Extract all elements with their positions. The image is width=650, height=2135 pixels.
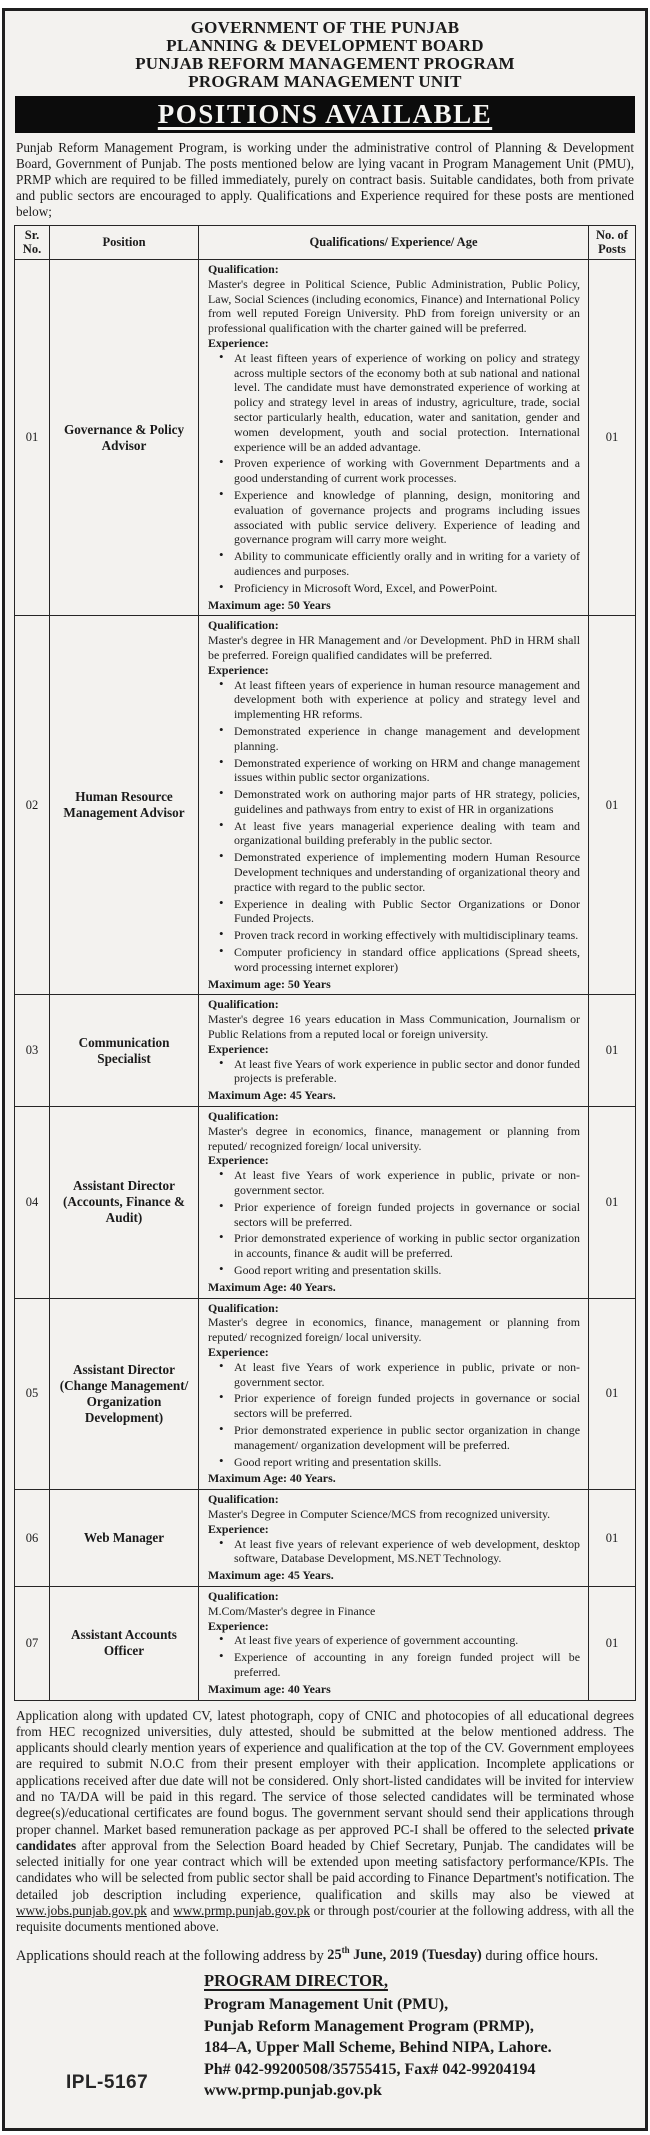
experience-bullet: • Experience of accounting in any foreign funded project will be preferred. <box>217 1650 580 1680</box>
footer-bottom <box>14 1970 636 2120</box>
address-line: 184–A, Upper Mall Scheme, Behind NIPA, Lahore. <box>204 2039 552 2057</box>
experience-bullet: • At least five Years of work experience in public, private or non-government sector. <box>217 1168 580 1198</box>
experience-label: Experience: <box>208 1344 269 1359</box>
experience-bullet-list <box>208 1057 580 1087</box>
max-age-text: Maximum age: 40 Years <box>208 1681 331 1696</box>
experience-bullet-list <box>208 1360 580 1470</box>
experience-bullet: • At least five years of experience of government accounting. <box>217 1633 580 1648</box>
experience-bullet-list <box>208 1168 580 1278</box>
qualification-label: Qualification: <box>208 1588 279 1603</box>
row-qualifications-cell <box>199 616 589 995</box>
experience-bullet: • Prior experience of foreign funded projects in governance or social sectors will be preferred. <box>217 1391 580 1421</box>
org-name-board: PLANNING & DEVELOPMENT BOARD <box>166 36 484 55</box>
row-posts-count: 01 <box>589 1586 636 1700</box>
qualification-text: M.Com/Master's degree in Finance <box>208 1603 376 1618</box>
experience-bullet: • At least fifteen years of experience in human resource management and development both with experience at policy and strategy level and implementing HR reforms. <box>217 678 580 722</box>
ipl-reference-number: IPL-5167 <box>66 2072 149 2094</box>
col-header-qualifications: Qualifications/ Experience/ Age <box>199 226 589 260</box>
row-serial-number: 04 <box>15 1107 50 1299</box>
row-position-title: Assistant Director (Change Management/ Organization Development) <box>50 1298 199 1490</box>
row-qualifications-cell <box>199 995 589 1107</box>
row-posts-count: 01 <box>589 260 636 616</box>
positions-table <box>14 225 636 1701</box>
experience-bullet: • Demonstrated experience of working on HRM and change management issues within public sector organizations. <box>217 756 580 786</box>
ad-frame <box>2 8 648 2131</box>
row-posts-count: 01 <box>589 1107 636 1299</box>
experience-bullet: • Demonstrated work on authoring major parts of HR strategy, policies, guidelines and pathways from entry to exist of HR in organizations <box>217 787 580 817</box>
row-qualifications-cell <box>199 1490 589 1587</box>
row-position-title: Web Manager <box>50 1490 199 1587</box>
experience-bullet: • At least five Years of work experience in public, private or non-government sector. <box>217 1360 580 1390</box>
address-line: Ph# 042-99200508/35755415, Fax# 042-99204194 <box>204 2060 536 2078</box>
row-serial-number: 06 <box>15 1490 50 1587</box>
experience-bullet: • Experience and knowledge of planning, design, monitoring and evaluation of governance projects and programs including issues associated with public service delivery. Experience of leading and governance program will carry more weight. <box>217 488 580 547</box>
deadline-ordinal: th <box>341 1945 350 1956</box>
address-line: www.prmp.punjab.gov.pk <box>204 2082 382 2100</box>
address-line: Program Management Unit (PMU), <box>204 1996 449 2014</box>
row-serial-number: 03 <box>15 995 50 1107</box>
row-position-title: Assistant Director (Accounts, Finance & Audit) <box>50 1107 199 1299</box>
row-qualifications-cell <box>199 1586 589 1700</box>
org-name-program: PUNJAB REFORM MANAGEMENT PROGRAM <box>135 54 515 73</box>
experience-label: Experience: <box>208 1153 269 1168</box>
positions-table-body <box>15 260 636 1701</box>
row-posts-count: 01 <box>589 616 636 995</box>
experience-bullet: • Ability to communicate efficiently orally and in writing for a variety of audiences and purposes. <box>217 549 580 579</box>
experience-bullet-list <box>208 1633 580 1679</box>
qualification-text: Master's degree in economics, finance, management or planning from reputed/ recognized foreign/ local university. <box>208 1123 580 1153</box>
row-qualifications-cell <box>199 1107 589 1299</box>
qualification-label: Qualification: <box>208 1300 279 1315</box>
max-age-text: Maximum age: 50 Years <box>208 597 331 612</box>
experience-label: Experience: <box>208 662 269 677</box>
col-header-sr-no: Sr. No. <box>15 226 50 260</box>
row-posts-count: 01 <box>589 1490 636 1587</box>
max-age-text: Maximum Age: 45 Years. <box>208 1088 336 1103</box>
deadline-date: 25th June, 2019 (Tuesday) <box>327 1945 482 1964</box>
position-row <box>15 1586 636 1700</box>
program-director-title: PROGRAM DIRECTOR, <box>204 1971 388 1991</box>
experience-label: Experience: <box>208 1618 269 1633</box>
terms-text-2: after approval from the Selection Board headed by Chief Secretary, Punjab. The candidates will be selected initially for one year contract which will be extended upon meeting satisfactory performance/KPIs. The candidates who will be selected from public sector shall be paid according to Finance Department's notification. The detailed job description including experience, qualification and skills may also be viewed at <box>16 1837 634 1902</box>
ad-header <box>14 16 636 133</box>
qualification-label: Qualification: <box>208 1492 279 1507</box>
experience-bullet: • Prior demonstrated experience of working in public sector organization in accounts, finance & audit will be preferred. <box>217 1231 580 1261</box>
row-position-title: Assistant Accounts Officer <box>50 1586 199 1700</box>
position-row <box>15 260 636 616</box>
prmp-punjab-link[interactable]: www.prmp.punjab.gov.pk <box>173 1903 310 1919</box>
position-row <box>15 995 636 1107</box>
address-lines <box>204 1994 636 2102</box>
col-header-position: Position <box>50 226 199 260</box>
deadline-prefix: Applications should reach at the following address by <box>16 1947 328 1964</box>
row-serial-number: 01 <box>15 260 50 616</box>
experience-bullet: • Proven experience of working with Government Departments and a good understanding of current work processes. <box>217 456 580 486</box>
experience-bullet: • At least fifteen years of experience of working on policy and strategy across multiple sectors of the economy both at sub national and national level. The candidate must have demonstrated experience of working at policy and strategy level in areas of industry, agriculture, trade, social sector particularly health, education, water and sanitation, gender and women development, youth and social protection. International experience will be an added advantage. <box>217 351 580 455</box>
experience-bullet: • Prior experience of foreign funded projects in governance or social sectors will be preferred. <box>217 1200 580 1230</box>
max-age-text: Maximum Age: 40 Years. <box>208 1279 336 1294</box>
experience-bullet: • Prior demonstrated experience in public sector organization in change management/ organization development will be preferred. <box>217 1423 580 1453</box>
experience-bullet-list <box>208 351 580 596</box>
qualification-text: Master's Degree in Computer Science/MCS from recognized university. <box>208 1506 551 1521</box>
positions-available-banner <box>15 96 635 133</box>
row-position-title: Governance & Policy Advisor <box>50 260 199 616</box>
positions-table-header <box>15 226 636 260</box>
row-serial-number: 07 <box>15 1586 50 1700</box>
org-name-government: GOVERNMENT OF THE PUNJAB <box>190 18 460 37</box>
intro-paragraph: Punjab Reform Management Program, is working under the administrative control of Planning & Development Board, Government of Punjab. The posts mentioned below are lying vacant in Program Management Unit (PMU), PRMP which are required to be filled immediately, purely on contract basis. Suitable candidates, both from private and public sectors are encouraged to apply. Qualifications and Experience required for these posts are mentioned below; <box>16 140 634 219</box>
row-position-title: Communication Specialist <box>50 995 199 1107</box>
qualification-label: Qualification: <box>208 262 279 276</box>
application-terms-paragraph <box>16 1708 634 1936</box>
deadline-line <box>16 1942 634 1965</box>
terms-text-3: or through post/courier at the following address, with all the requisite documents mentioned above. <box>16 1903 634 1935</box>
experience-label: Experience: <box>208 1521 269 1536</box>
experience-bullet: • Proven track record in working effectively with multidisciplinary teams. <box>217 928 580 943</box>
position-row <box>15 616 636 995</box>
experience-bullet: • At least five years managerial experience dealing with team and organizational building preferably in the public sector. <box>217 819 580 849</box>
max-age-text: Maximum age: 45 Years. <box>208 1568 334 1583</box>
experience-bullet-list <box>208 678 580 975</box>
position-row <box>15 1298 636 1490</box>
experience-bullet: • At least five Years of work experience in public sector and donor funded projects is preferable. <box>217 1057 580 1087</box>
experience-bullet: • Good report writing and presentation skills. <box>217 1455 580 1470</box>
address-line: Punjab Reform Management Program (PRMP), <box>204 2017 534 2035</box>
col-header-posts: No. of Posts <box>589 226 636 260</box>
qualification-text: Master's degree in HR Management and /or Development. PhD in HRM shall be preferred. Foreign qualified candidates will be preferred. <box>208 633 580 662</box>
qualification-label: Qualification: <box>208 1109 279 1124</box>
header-row <box>15 226 636 260</box>
jobs-punjab-link[interactable]: www.jobs.punjab.gov.pk <box>16 1903 147 1919</box>
position-row <box>15 1107 636 1299</box>
experience-bullet: • Computer proficiency in standard office applications (Spread sheets, word processing internet explorer) <box>217 945 580 975</box>
max-age-text: Maximum age: 50 Years <box>208 976 331 991</box>
deadline-suffix: during office hours. <box>481 1947 599 1964</box>
qualification-label: Qualification: <box>208 997 279 1012</box>
max-age-text: Maximum Age: 40 Years. <box>208 1471 336 1486</box>
experience-bullet: • Experience in dealing with Public Sector Organizations or Donor Funded Projects. <box>217 897 580 927</box>
contact-address-block <box>204 1970 636 2102</box>
terms-bold-private-candidates: private candidates <box>16 1821 634 1853</box>
row-position-title: Human Resource Management Advisor <box>50 616 199 995</box>
qualification-text: Master's degree 16 years education in Mass Communication, Journalism or Public Relations from a reputed local or foreign university. <box>208 1012 580 1042</box>
terms-and-text: and <box>146 1903 174 1919</box>
qualification-label: Qualification: <box>208 618 279 633</box>
qualification-text: Master's degree in Political Science, Public Administration, Public Policy, Law, Social Sciences (including economics, Finance) and International Policy from well reputed Foreign University. PhD from foreign university or an professional qualification with the charter gained will be preferred. <box>208 276 580 336</box>
qualification-text: Master's degree in economics, finance, management or planning from reputed/ recognized foreign/ local university. <box>208 1315 580 1345</box>
experience-bullet-list <box>208 1537 580 1567</box>
row-posts-count: 01 <box>589 995 636 1107</box>
newspaper-job-advertisement <box>0 8 650 2131</box>
experience-bullet: • Demonstrated experience of implementing modern Human Resource Development techniques and understanding of organizational theory and practice with regard to the public sector. <box>217 850 580 894</box>
row-qualifications-cell <box>199 1298 589 1490</box>
experience-bullet: • Demonstrated experience in change management and development planning. <box>217 724 580 754</box>
experience-label: Experience: <box>208 335 269 350</box>
position-row <box>15 1490 636 1587</box>
row-serial-number: 02 <box>15 616 50 995</box>
experience-bullet: • Proficiency in Microsoft Word, Excel, and PowerPoint. <box>217 581 580 596</box>
experience-label: Experience: <box>208 1041 269 1056</box>
experience-bullet: • Good report writing and presentation skills. <box>217 1263 580 1278</box>
banner-title: POSITIONS AVAILABLE <box>157 99 493 129</box>
row-posts-count: 01 <box>589 1298 636 1490</box>
org-name-unit: PROGRAM MANAGEMENT UNIT <box>188 72 462 91</box>
row-qualifications-cell <box>199 260 589 616</box>
experience-bullet: • At least five years of relevant experience of web development, desktop software, Database Development, MS.NET Technology. <box>217 1537 580 1567</box>
terms-text-1: Application along with updated CV, latest photograph, copy of CNIC and photocopies of all educational degrees from HEC recognized universities, duly attested, should be submitted at the below mentioned address. The applicants should clearly mention years of experience and qualification at the top of the CV. Government employees are required to submit N.O.C from their present employer with their application. Incomplete applications or applications received after due date will not be considered. Only short-listed candidates will be invited for interview and no TA/DA will be paid in this regard. The service of those selected candidates will be terminated whose degree(s)/educational certificates are found bogus. The government servant should send their applications through proper channel. Market based remuneration package as per approved PC-I shall be offered to the selected <box>16 1707 634 1837</box>
row-serial-number: 05 <box>15 1298 50 1490</box>
